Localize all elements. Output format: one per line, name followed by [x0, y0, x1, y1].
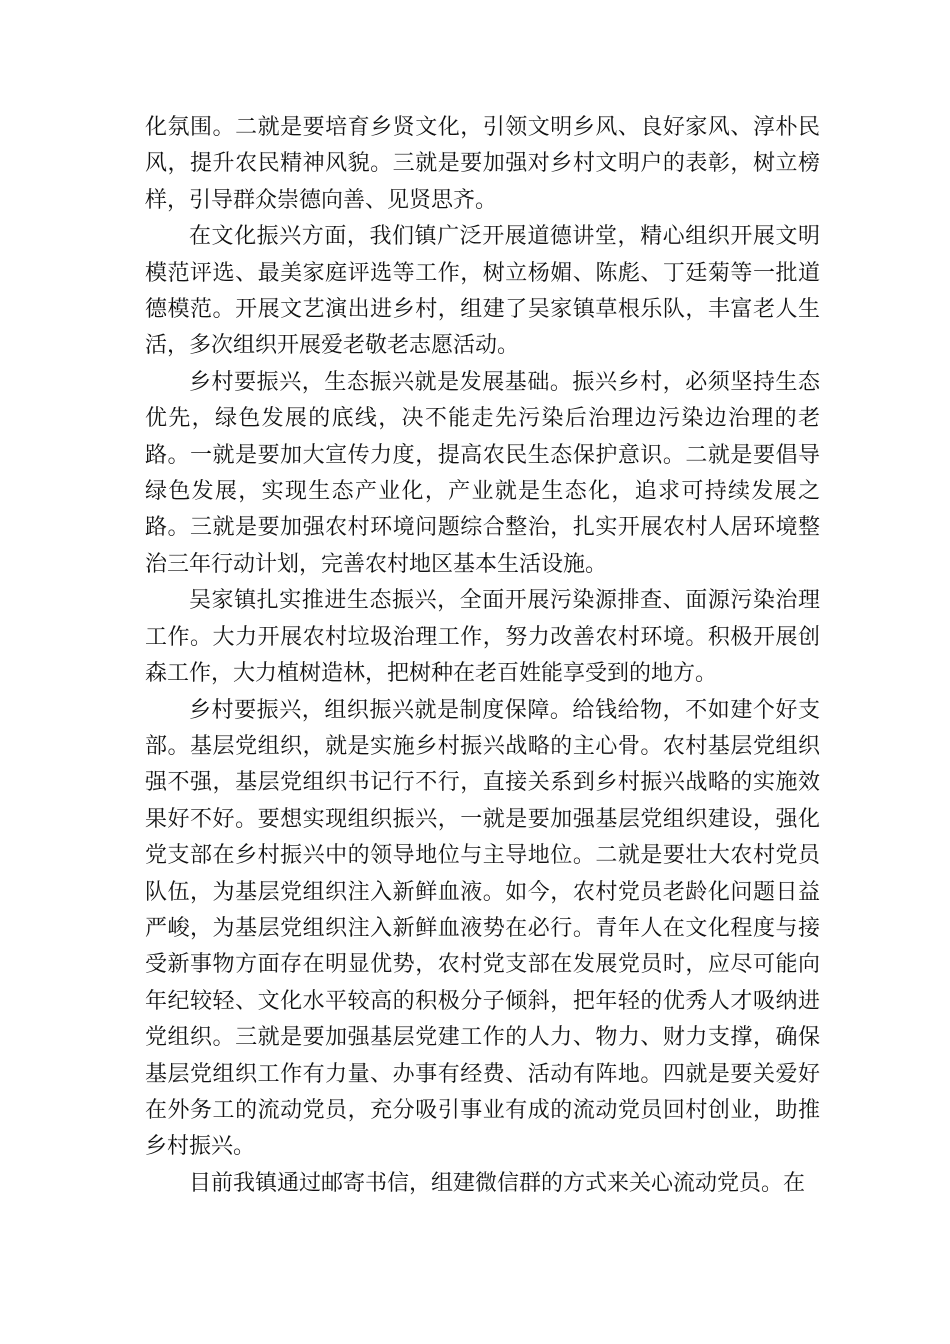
document-body: [145, 110, 820, 1202]
paragraph-organizational-revitalization: 乡村要振兴，组织振兴就是制度保障。给钱给物，不如建个好支部。基层党组织，就是实施乡村振兴战略的主心骨。农村基层党组织强不强，基层党组织书记行不行，直接关系到乡村振兴战略的实施效果好不好。要想实现组织振兴，一就是要加强基层党组织建设，强化党支部在乡村振兴中的领导地位与主导地位。二就是要壮大农村党员队伍，为基层党组织注入新鲜血液。如今，农村党员老龄化问题日益严峻，为基层党组织注入新鲜血液势在必行。青年人在文化程度与接受新事物方面存在明显优势，农村党支部在发展党员时，应尽可能向年纪较轻、文化水平较高的积极分子倾斜，把年轻的优秀人才吸纳进党组织。三就是要加强基层党建工作的人力、物力、财力支撑，确保基层党组织工作有力量、办事有经费、活动有阵地。四就是要关爱好在外务工的流动党员，充分吸引事业有成的流动党员回村创业，助推乡村振兴。: [145, 697, 820, 1160]
paragraph-cultural-revitalization: 在文化振兴方面，我们镇广泛开展道德讲堂，精心组织开展文明模范评选、最美家庭评选等工作，树立杨媚、陈彪、丁廷菊等一批道德模范。开展文艺演出进乡村，组建了吴家镇草根乐队，丰富老人生活，多次组织开展爱老敬老志愿活动。: [145, 224, 820, 359]
paragraph-continued: 化氛围。二就是要培育乡贤文化，引领文明乡风、良好家风、淳朴民风，提升农民精神风貌。三就是要加强对乡村文明户的表彰，树立榜样，引导群众崇德向善、见贤思齐。: [145, 115, 820, 213]
paragraph-wujia-ecology: 吴家镇扎实推进生态振兴，全面开展污染源排查、面源污染治理工作。大力开展农村垃圾治理工作，努力改善农村环境。积极开展创森工作，大力植树造林，把树种在老百姓能享受到的地方。: [145, 588, 820, 687]
paragraph-mobile-party-members: 目前我镇通过邮寄书信，组建微信群的方式来关心流动党员。在: [189, 1170, 806, 1196]
paragraph-ecological-revitalization: 乡村要振兴，生态振兴就是发展基础。振兴乡村，必须坚持生态优先，绿色发展的底线，决不能走先污染后治理边污染边治理的老路。一就是要加大宣传力度，提高农民生态保护意识。二就是要倡导绿色发展，实现生态产业化，产业就是生态化，追求可持续发展之路。三就是要加强农村环境问题综合整治，扎实开展农村人居环境整治三年行动计划，完善农村地区基本生活设施。: [145, 369, 820, 577]
